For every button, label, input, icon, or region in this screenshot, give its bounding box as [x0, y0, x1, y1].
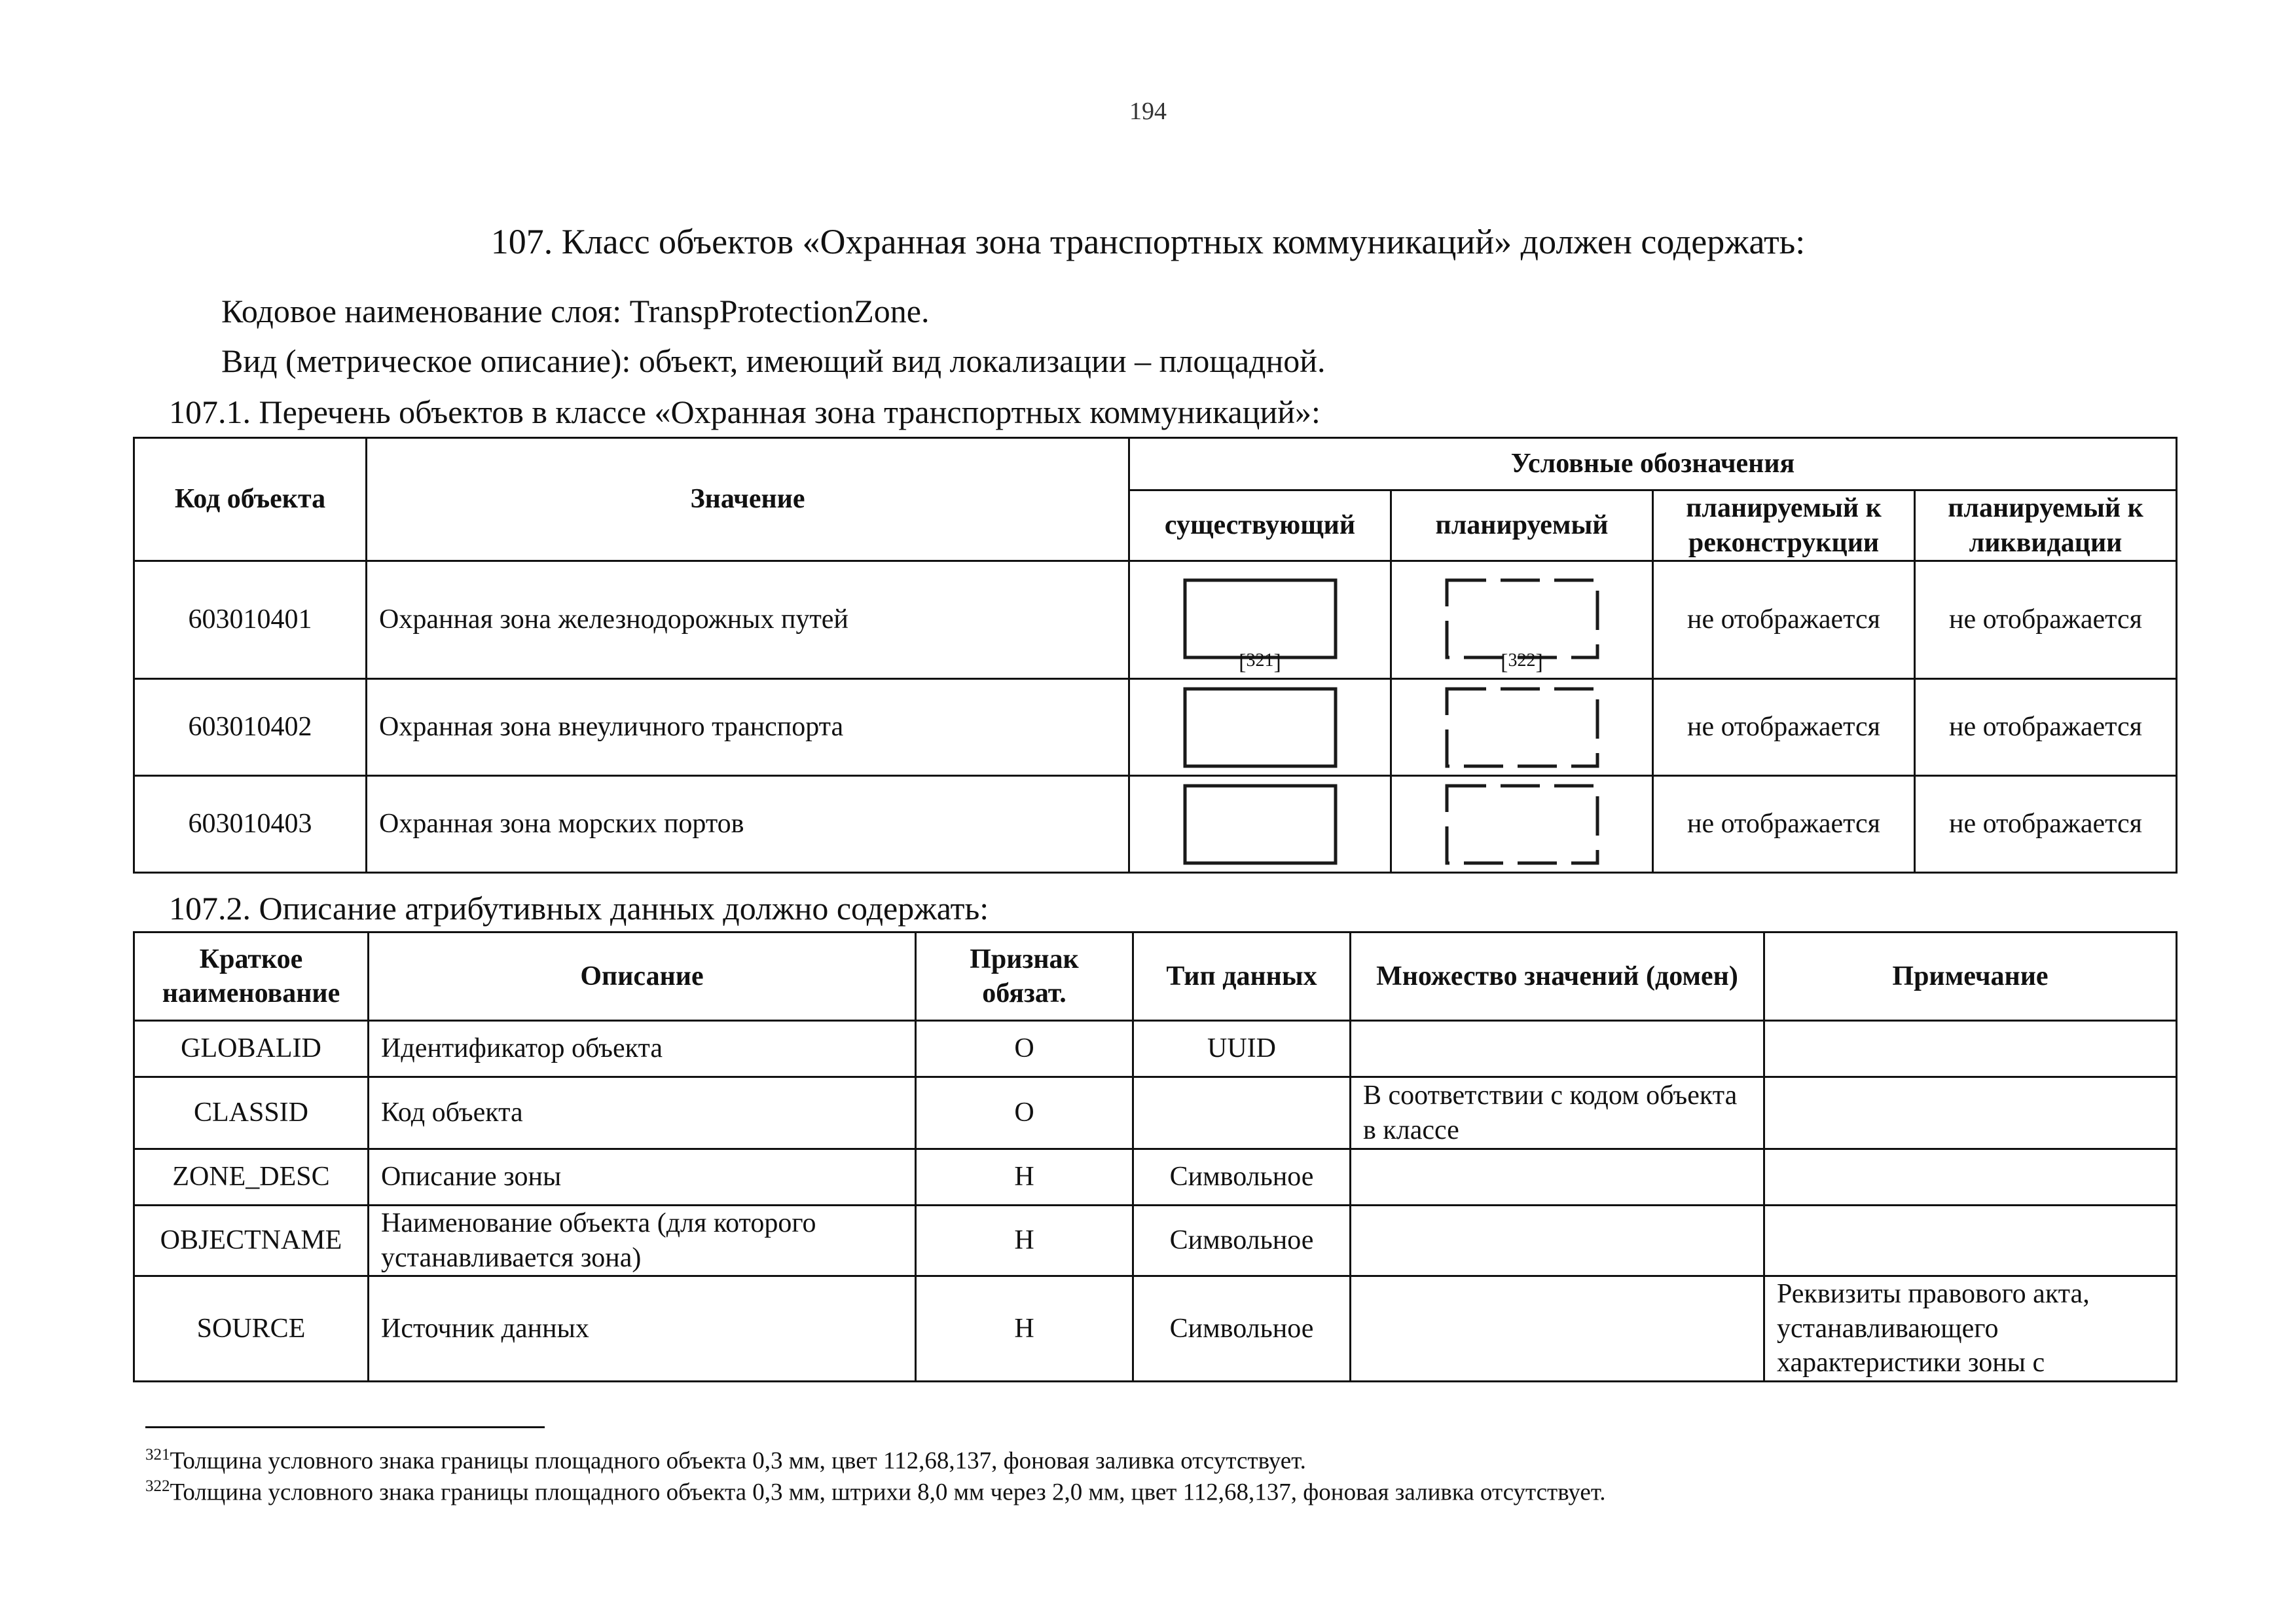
- symbol-existing: [1129, 776, 1391, 873]
- header-value: Значение: [367, 438, 1129, 561]
- footnote-ref-321: [$^{321}$]: [1239, 650, 1281, 674]
- attr-domain: [1351, 1021, 1764, 1077]
- table-row: [134, 1149, 2177, 1206]
- symbol-existing: [1129, 561, 1391, 679]
- solid-area-symbol-icon: [1182, 782, 1339, 867]
- reconstruction-value: не отображается: [1653, 776, 1915, 873]
- footnote-text: Толщина условного знака границы площадного объекта 0,3 мм, цвет 112,68,137, фоновая заливка отсутствует.: [170, 1447, 1306, 1475]
- footnote-divider: [145, 1426, 545, 1428]
- object-code: 603010401: [134, 561, 367, 679]
- attr-short-name: SOURCE: [134, 1276, 369, 1382]
- attr-description: Идентификатор объекта: [369, 1021, 916, 1077]
- table-row: [134, 561, 2177, 679]
- header-short-name: Краткое наименование: [134, 932, 369, 1021]
- header-symbols-group: Условные обозначения: [1129, 438, 2177, 490]
- header-note: Примечание: [1764, 932, 2177, 1021]
- attr-data-type: Символьное: [1133, 1206, 1351, 1276]
- liquidation-value: не отображается: [1915, 679, 2177, 776]
- page-number: 194: [1129, 98, 1167, 125]
- table-row: [134, 1276, 2177, 1382]
- subsection-title-objects: 107.1. Перечень объектов в классе «Охранная зона транспортных коммуникаций»:: [169, 394, 1321, 430]
- object-value: Охранная зона внеуличного транспорта: [367, 679, 1129, 776]
- attr-description: Наименование объекта (для которого устанавливается зона): [369, 1206, 916, 1276]
- objects-table: [133, 437, 2178, 874]
- attr-note: [1764, 1206, 2177, 1276]
- attr-description: Источник данных: [369, 1276, 916, 1382]
- attr-short-name: GLOBALID: [134, 1021, 369, 1077]
- symbol-planned: [1391, 561, 1653, 679]
- footnote-text: Толщина условного знака границы площадного объекта 0,3 мм, штрихи 8,0 мм через 2,0 мм, цвет 112,68,137, фоновая заливка отсутствует.: [170, 1479, 1606, 1506]
- attributes-table: [133, 931, 2178, 1382]
- footnote-mark: 322: [145, 1477, 170, 1495]
- attr-short-name: CLASSID: [134, 1077, 369, 1149]
- attr-note: Реквизиты правового акта, устанавливающего характеристики зоны с: [1764, 1276, 2177, 1382]
- header-planned-reconstruction: планируемый к реконструкции: [1653, 490, 1915, 561]
- section-heading: 107. Класс объектов «Охранная зона транспортных коммуникаций» должен содержать:: [490, 222, 1806, 261]
- header-description: Описание: [369, 932, 916, 1021]
- table-row: [134, 1021, 2177, 1077]
- liquidation-value: не отображается: [1915, 776, 2177, 873]
- footnote-321: [145, 1446, 1306, 1475]
- object-value: Охранная зона морских портов: [367, 776, 1129, 873]
- symbol-planned: [1391, 679, 1653, 776]
- attr-mandatory: Н: [916, 1276, 1133, 1382]
- reconstruction-value: не отображается: [1653, 679, 1915, 776]
- dashed-area-symbol-icon: [1444, 685, 1601, 770]
- header-planned: планируемый: [1391, 490, 1653, 561]
- header-object-code: Код объекта: [134, 438, 367, 561]
- attr-mandatory: Н: [916, 1149, 1133, 1206]
- attr-note: [1764, 1021, 2177, 1077]
- footnote-322: [145, 1477, 1606, 1506]
- table-row: [134, 1077, 2177, 1149]
- object-code: 603010402: [134, 679, 367, 776]
- solid-area-symbol-icon: [1182, 685, 1339, 770]
- layer-code-line: Кодовое наименование слоя: TranspProtectionZone.: [221, 293, 930, 329]
- footnote-ref-322: [$^{322}$]: [1501, 650, 1543, 674]
- header-data-type: Тип данных: [1133, 932, 1351, 1021]
- attr-short-name: ZONE_DESC: [134, 1149, 369, 1206]
- subsection-title-attributes: 107.2. Описание атрибутивных данных должно содержать:: [169, 890, 989, 927]
- table-row: [134, 1206, 2177, 1276]
- attr-data-type: Символьное: [1133, 1149, 1351, 1206]
- object-value: Охранная зона железнодорожных путей: [367, 561, 1129, 679]
- attr-description: Код объекта: [369, 1077, 916, 1149]
- object-code: 603010403: [134, 776, 367, 873]
- symbol-existing: [1129, 679, 1391, 776]
- attr-mandatory: О: [916, 1077, 1133, 1149]
- attr-note: [1764, 1149, 2177, 1206]
- header-planned-liquidation: планируемый к ликвидации: [1915, 490, 2177, 561]
- attr-data-type: Символьное: [1133, 1276, 1351, 1382]
- header-domain: Множество значений (домен): [1351, 932, 1764, 1021]
- geometry-line: Вид (метрическое описание): объект, имеющий вид локализации – площадной.: [221, 342, 1326, 379]
- attr-mandatory: Н: [916, 1206, 1133, 1276]
- attr-description: Описание зоны: [369, 1149, 916, 1206]
- solid-area-symbol-icon: [1182, 578, 1339, 663]
- attr-short-name: OBJECTNAME: [134, 1206, 369, 1276]
- reconstruction-value: не отображается: [1653, 561, 1915, 679]
- dashed-area-symbol-icon: [1444, 782, 1601, 867]
- dashed-area-symbol-icon: [1444, 578, 1601, 663]
- table-row: [134, 679, 2177, 776]
- attr-data-type: UUID: [1133, 1021, 1351, 1077]
- attr-domain: В соответствии с кодом объекта в классе: [1351, 1077, 1764, 1149]
- attr-note: [1764, 1077, 2177, 1149]
- attr-domain: [1351, 1149, 1764, 1206]
- footnote-mark: 321: [145, 1446, 170, 1464]
- attr-mandatory: О: [916, 1021, 1133, 1077]
- symbol-planned: [1391, 776, 1653, 873]
- attr-domain: [1351, 1206, 1764, 1276]
- table-row: [134, 776, 2177, 873]
- header-mandatory: Признак обязат.: [916, 932, 1133, 1021]
- attr-data-type: [1133, 1077, 1351, 1149]
- attr-domain: [1351, 1276, 1764, 1382]
- liquidation-value: не отображается: [1915, 561, 2177, 679]
- header-existing: существующий: [1129, 490, 1391, 561]
